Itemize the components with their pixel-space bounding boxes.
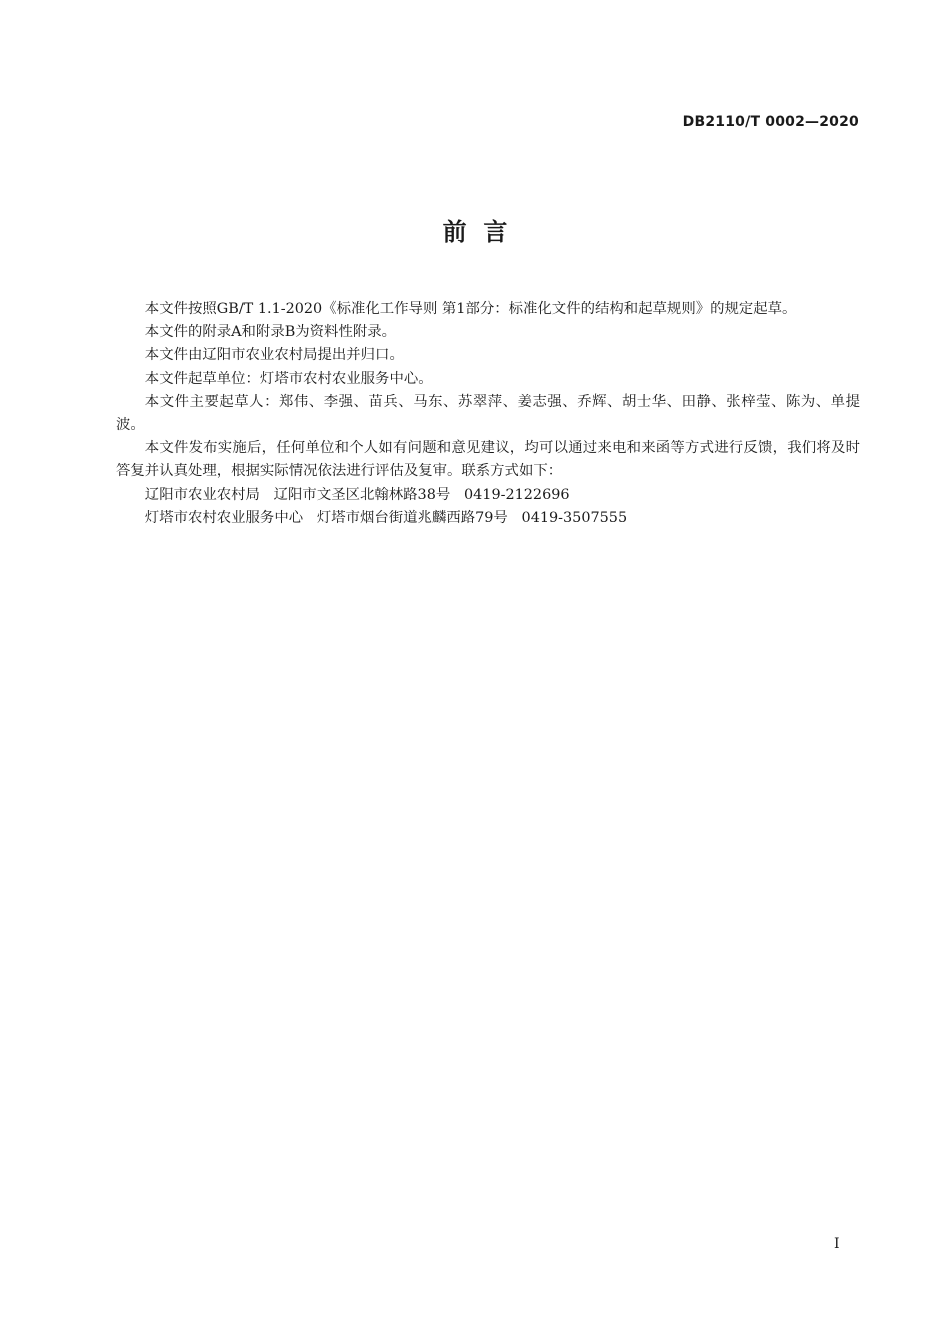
contact-line-liaoyang: 辽阳市农业农村局 辽阳市文圣区北翰林路38号 0419-2122696 bbox=[144, 486, 570, 503]
paragraph-drafting-unit: 本文件起草单位：灯塔市农村农业服务中心。 bbox=[144, 370, 433, 387]
page-number: I bbox=[834, 1236, 840, 1252]
paragraph-feedback: 本文件发布实施后，任何单位和个人如有问题和意见建议，均可以通过来电和来函等方式进行反馈，我们将及时答复并认真处理，根据实际情况依法进行评估及复审。联系方式如下： bbox=[116, 440, 860, 480]
paragraph-appendices: 本文件的附录A和附录B为资料性附录。 bbox=[144, 324, 397, 341]
paragraph-drafting-rules: 本文件按照GB/T 1.1-2020《标准化工作导则 第1部分：标准化文件的结构和起草规则》的规定起草。 bbox=[144, 301, 797, 317]
document-body bbox=[116, 298, 860, 530]
contact-line-dengta: 灯塔市农村农业服务中心 灯塔市烟台街道兆麟西路79号 0419-3507555 bbox=[144, 509, 628, 526]
paragraph-drafters: 本文件主要起草人：郑伟、李强、苗兵、马东、苏翠萍、姜志强、乔辉、胡士华、田静、张梓莹、陈为、单提波。 bbox=[116, 393, 860, 434]
paragraph-proposer: 本文件由辽阳市农业农村局提出并归口。 bbox=[144, 347, 404, 364]
document-code: DB2110/T 0002—2020 bbox=[682, 114, 859, 130]
page-title: 前 言 bbox=[442, 218, 508, 246]
